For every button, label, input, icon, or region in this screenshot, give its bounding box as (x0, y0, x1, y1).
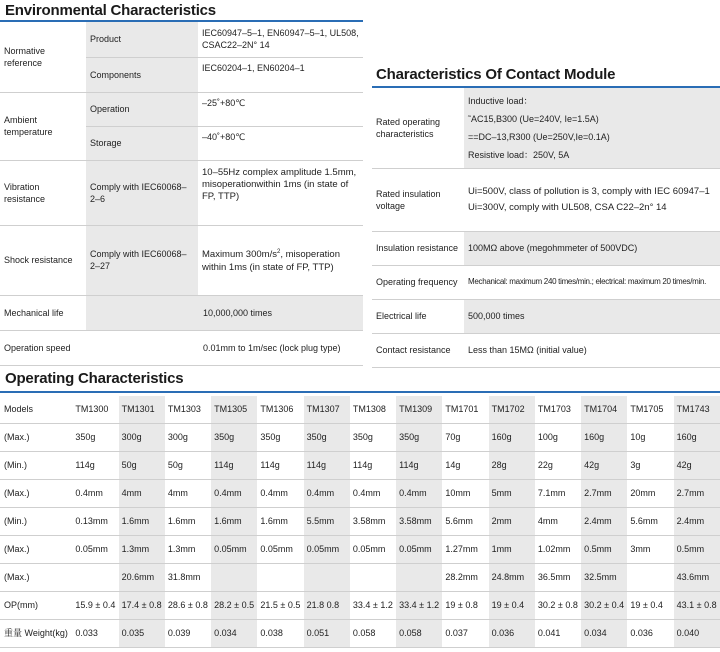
op-cell: 28.6 ± 0.8 (165, 591, 211, 619)
op-cell: 0.034 (211, 619, 257, 647)
env-speed-label: Operation speed (0, 330, 86, 365)
op-cell: 0.035 (119, 619, 165, 647)
op-cell: 3.58mm (396, 507, 442, 535)
op-cell (257, 563, 303, 591)
op-cell: 114g (350, 451, 396, 479)
op-cell: 43.1 ± 0.8 (674, 591, 720, 619)
op-row-label: (Max.) (0, 479, 72, 507)
op-model-header: TM1301 (119, 396, 165, 423)
op-cell: 0.041 (535, 619, 581, 647)
op-cell: 28.2 ± 0.5 (211, 591, 257, 619)
op-cell: 70g (442, 423, 488, 451)
env-shock-value-prefix: Maximum 300m/s (202, 249, 277, 261)
env-storage-label: Storage (86, 126, 198, 160)
op-cell: 0.05mm (396, 535, 442, 563)
cm-rated-ins-label: Rated insulation voltage (372, 168, 464, 231)
op-cell (72, 563, 118, 591)
op-cell: 5.6mm (627, 507, 673, 535)
env-shock-value-suffix: , misoperation within 1ms (in state of FP, TTP) (202, 249, 340, 273)
op-cell: 1.3mm (165, 535, 211, 563)
cm-rated-op-line3: ==DC–13,R300 (Ue=250V,Ie=0.1A) (468, 131, 610, 142)
env-shock-label: Shock resistance (0, 225, 86, 295)
op-cell: 50g (165, 451, 211, 479)
op-cell: 350g (396, 423, 442, 451)
op-cell: 114g (304, 451, 350, 479)
env-speed-value: 0.01mm to 1m/sec (lock plug type) (86, 330, 363, 365)
env-components-label: Components (86, 57, 198, 92)
env-vibration-value: 10–55Hz complex amplitude 1.5mm, misoperationwithin 1ms (in state of FP, TTP) (198, 160, 363, 225)
op-cell: 100g (535, 423, 581, 451)
op-cell: 2.7mm (674, 479, 720, 507)
op-cell: 300g (165, 423, 211, 451)
op-cell: 0.05mm (350, 535, 396, 563)
op-cell: 2.4mm (581, 507, 627, 535)
op-cell: 350g (72, 423, 118, 451)
op-title: Operating Characteristics (5, 370, 184, 387)
op-model-header: TM1307 (304, 396, 350, 423)
op-cell: 3g (627, 451, 673, 479)
op-cell: 0.05mm (257, 535, 303, 563)
op-cell: 32.5mm (581, 563, 627, 591)
op-cell: 33.4 ± 1.2 (350, 591, 396, 619)
op-model-header: TM1306 (257, 396, 303, 423)
op-cell: 0.037 (442, 619, 488, 647)
op-row (0, 479, 720, 507)
op-model-header: TM1702 (489, 396, 535, 423)
op-cell: 1.6mm (119, 507, 165, 535)
op-row-label: (Max.) (0, 563, 72, 591)
op-cell: 0.036 (627, 619, 673, 647)
env-product-value: IEC60947–5–1, EN60947–5–1, UL508, CSAC22–2N° 14 (198, 22, 363, 57)
op-row-label: OP(mm) (0, 591, 72, 619)
env-vibration-cond: Comply with IEC60068–2–6 (86, 160, 198, 225)
op-cell: 1.27mm (442, 535, 488, 563)
env-shock-value (198, 225, 363, 295)
op-title-bar (0, 391, 720, 393)
op-cell: 30.2 ± 0.4 (581, 591, 627, 619)
op-cell: 114g (211, 451, 257, 479)
op-cell: 0.05mm (72, 535, 118, 563)
op-row (0, 451, 720, 479)
env-shock-cond: Comply with IEC60068–2–27 (86, 225, 198, 295)
op-cell: 10mm (442, 479, 488, 507)
op-row-label: 重量 Weight(kg) (0, 619, 72, 647)
op-cell (396, 563, 442, 591)
cm-ins-res-value: 100MΩ above (megohmmeter of 500VDC) (464, 231, 720, 265)
op-cell: 17.4 ± 0.8 (119, 591, 165, 619)
op-row-label: (Min.) (0, 451, 72, 479)
op-cell: 42g (581, 451, 627, 479)
op-row (0, 535, 720, 563)
cm-rated-op-line4: Resistive load：250V, 5A (468, 149, 570, 160)
op-cell: 7.1mm (535, 479, 581, 507)
op-model-header: TM1704 (581, 396, 627, 423)
op-cell: 0.5mm (674, 535, 720, 563)
op-cell: 0.058 (350, 619, 396, 647)
op-cell: 1.6mm (211, 507, 257, 535)
cm-rated-op-value (464, 88, 720, 168)
op-cell: 19 ± 0.8 (442, 591, 488, 619)
op-model-header: TM1705 (627, 396, 673, 423)
op-cell: 42g (674, 451, 720, 479)
op-model-header: TM1701 (442, 396, 488, 423)
op-cell: 2.7mm (581, 479, 627, 507)
cm-title: Characteristics Of Contact Module (376, 66, 616, 83)
op-cell: 160g (489, 423, 535, 451)
op-cell: 0.4mm (257, 479, 303, 507)
op-cell: 20mm (627, 479, 673, 507)
op-cell: 4mm (535, 507, 581, 535)
op-cell: 0.4mm (72, 479, 118, 507)
op-cell: 1.6mm (165, 507, 211, 535)
cm-rated-op-line1: Inductive load： (468, 95, 533, 106)
env-vibration-label: Vibration resistance (0, 160, 86, 225)
env-components-value: IEC60204–1, EN60204–1 (198, 57, 363, 92)
op-cell: 5mm (489, 479, 535, 507)
op-model-header: TM1303 (165, 396, 211, 423)
op-cell: 2mm (489, 507, 535, 535)
op-cell: 0.038 (257, 619, 303, 647)
op-header-row (0, 396, 720, 423)
op-cell: 33.4 ± 1.2 (396, 591, 442, 619)
op-row-label: Models (0, 396, 72, 423)
cm-ins-res-label: Insulation resistance (372, 231, 464, 265)
env-table (0, 22, 363, 366)
op-cell: 0.13mm (72, 507, 118, 535)
op-row (0, 563, 720, 591)
op-cell: 30.2 ± 0.8 (535, 591, 581, 619)
op-cell: 1.3mm (119, 535, 165, 563)
op-cell: 1mm (489, 535, 535, 563)
op-cell: 1.6mm (257, 507, 303, 535)
op-cell: 20.6mm (119, 563, 165, 591)
env-storage-value: –40˚+80℃ (198, 126, 363, 160)
op-cell: 36.5mm (535, 563, 581, 591)
op-row (0, 423, 720, 451)
env-operation-value: –25˚+80℃ (198, 92, 363, 126)
op-model-header: TM1743 (674, 396, 720, 423)
op-cell: 10g (627, 423, 673, 451)
op-table (0, 396, 720, 648)
op-cell: 14g (442, 451, 488, 479)
op-row (0, 507, 720, 535)
op-cell: 300g (119, 423, 165, 451)
cm-rated-op-line2: ˜AC15,B300 (Ue=240V, Ie=1.5A) (468, 113, 599, 124)
op-cell: 0.058 (396, 619, 442, 647)
op-cell (211, 563, 257, 591)
op-cell: 0.040 (674, 619, 720, 647)
cm-rated-ins-value (464, 168, 720, 231)
env-ambient-label: Ambient temperature (0, 92, 86, 160)
op-cell: 24.8mm (489, 563, 535, 591)
op-cell: 2.4mm (674, 507, 720, 535)
op-model-header: TM1703 (535, 396, 581, 423)
env-operation-label: Operation (86, 92, 198, 126)
cm-table (372, 88, 720, 368)
op-cell (350, 563, 396, 591)
op-cell: 1.02mm (535, 535, 581, 563)
cm-rated-ins-line1: Ui=500V, class of pollution is 3, comply with IEC 60947–1 (468, 185, 710, 197)
op-cell: 160g (581, 423, 627, 451)
op-cell: 0.033 (72, 619, 118, 647)
op-model-header: TM1309 (396, 396, 442, 423)
op-cell: 0.034 (581, 619, 627, 647)
op-cell: 3mm (627, 535, 673, 563)
op-cell: 350g (304, 423, 350, 451)
op-cell: 28g (489, 451, 535, 479)
env-title: Environmental Characteristics (5, 2, 216, 19)
op-cell: 114g (396, 451, 442, 479)
op-cell: 15.9 ± 0.4 (72, 591, 118, 619)
op-row-label: (Min.) (0, 507, 72, 535)
op-cell: 0.5mm (581, 535, 627, 563)
op-cell: 19 ± 0.4 (489, 591, 535, 619)
op-cell: 4mm (119, 479, 165, 507)
op-row-label: (Max.) (0, 423, 72, 451)
cm-contact-label: Contact resistance (372, 333, 464, 367)
env-mech-label: Mechanical life (0, 295, 86, 330)
op-cell: 114g (257, 451, 303, 479)
op-cell: 0.036 (489, 619, 535, 647)
op-cell: 0.05mm (304, 535, 350, 563)
op-row (0, 619, 720, 647)
op-cell: 22g (535, 451, 581, 479)
op-cell: 0.4mm (396, 479, 442, 507)
env-normative-label: Normative reference (0, 22, 86, 92)
op-model-header: TM1305 (211, 396, 257, 423)
op-cell: 0.4mm (211, 479, 257, 507)
op-cell (627, 563, 673, 591)
op-cell: 28.2mm (442, 563, 488, 591)
op-cell: 0.05mm (211, 535, 257, 563)
op-cell: 21.8 0.8 (304, 591, 350, 619)
op-cell: 5.5mm (304, 507, 350, 535)
op-row-label: (Max.) (0, 535, 72, 563)
cm-elec-value: 500,000 times (464, 299, 720, 333)
op-cell: 0.4mm (350, 479, 396, 507)
op-cell: 350g (350, 423, 396, 451)
op-cell (304, 563, 350, 591)
cm-op-freq-value: Mechanical: maximum 240 times/min.; electrical: maximum 20 times/min. (464, 265, 720, 299)
env-shock-value-sup: 2 (276, 249, 281, 256)
op-cell: 5.6mm (442, 507, 488, 535)
op-cell: 19 ± 0.4 (627, 591, 673, 619)
op-cell: 0.039 (165, 619, 211, 647)
op-cell: 4mm (165, 479, 211, 507)
op-model-header: TM1308 (350, 396, 396, 423)
cm-op-freq-label: Operating frequency (372, 265, 464, 299)
env-product-label: Product (86, 22, 198, 57)
cm-elec-label: Electrical life (372, 299, 464, 333)
op-cell: 0.4mm (304, 479, 350, 507)
op-cell: 31.8mm (165, 563, 211, 591)
cm-rated-op-label: Rated operating characteristics (372, 88, 464, 168)
cm-contact-value: Less than 15MΩ (initial value) (464, 333, 720, 367)
op-cell: 160g (674, 423, 720, 451)
op-cell: 43.6mm (674, 563, 720, 591)
op-cell: 50g (119, 451, 165, 479)
op-model-header: TM1300 (72, 396, 118, 423)
op-cell: 21.5 ± 0.5 (257, 591, 303, 619)
op-cell: 114g (72, 451, 118, 479)
cm-rated-ins-line2: Ui=300V, comply with UL508, CSA C22–2n° 14 (468, 201, 667, 213)
op-cell: 0.051 (304, 619, 350, 647)
env-mech-value: 10,000,000 times (86, 295, 363, 330)
op-cell: 3.58mm (350, 507, 396, 535)
op-cell: 350g (211, 423, 257, 451)
op-cell: 350g (257, 423, 303, 451)
op-row (0, 591, 720, 619)
